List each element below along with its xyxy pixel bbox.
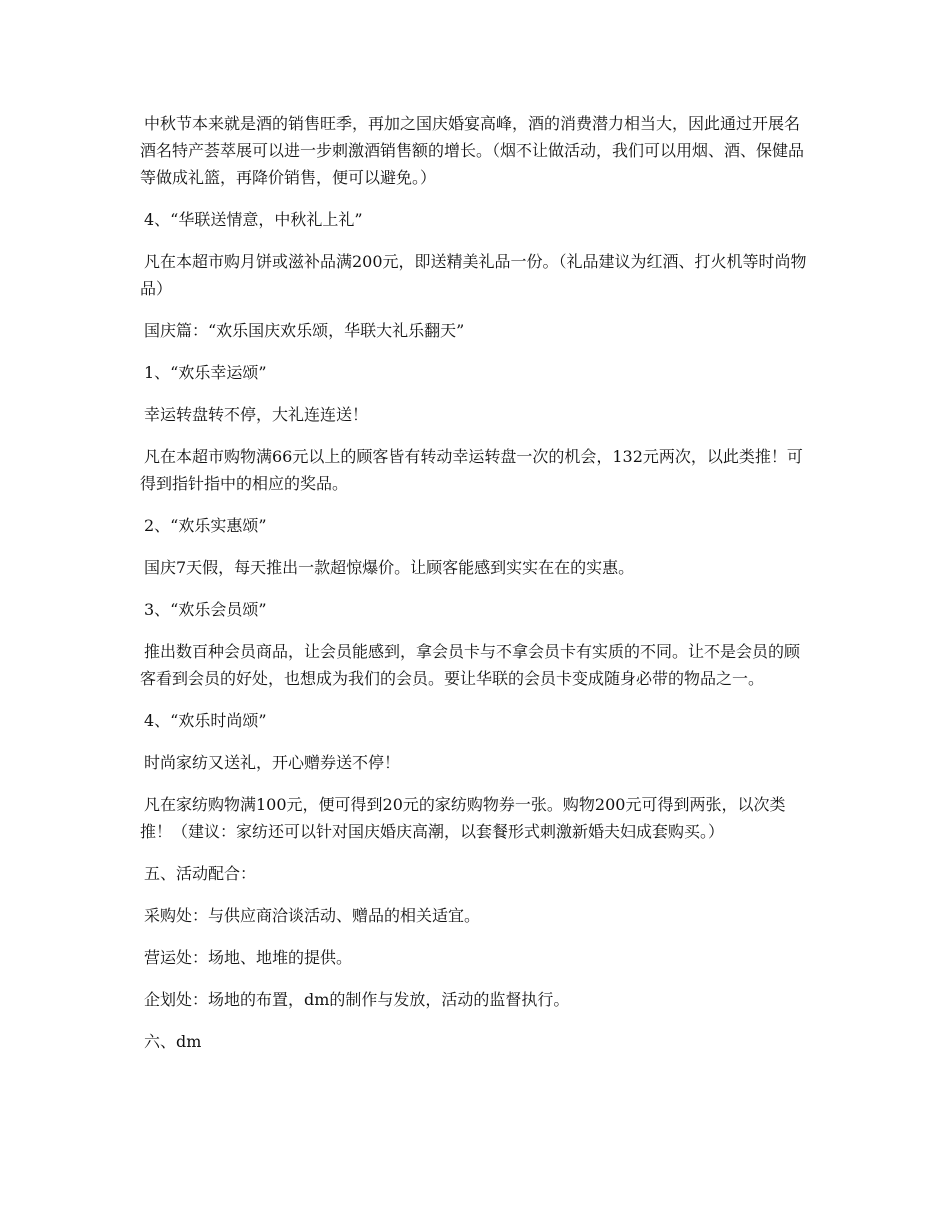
document-page — [140, 110, 812, 1070]
paragraph-daily-deal: 国庆7天假，每天推出一款超惊爆价。让顾客能感到实实在在的实惠。 — [144, 558, 635, 577]
paragraph-textile-voucher: 凡在家纺购物满100元，便可得到20元的家纺购物券一张。购物200元可得到两张，以次类推！（建议：家纺还可以针对国庆婚庆高潮，以套餐形式刺激新婚夫妇成套购买。） — [140, 795, 786, 841]
heading-midautumn-gift: 4、“华联送情意，中秋礼上礼” — [144, 210, 363, 229]
heading-dm: 六、dm — [144, 1032, 202, 1051]
paragraph-textile-slogan: 时尚家纺又送礼，开心赠券送不停！ — [144, 753, 401, 772]
paragraph-operations: 营运处：场地、地堆的提供。 — [144, 948, 353, 967]
paragraph-planning: 企划处：场地的布置，dm的制作与发放，活动的监督执行。 — [144, 990, 570, 1009]
heading-lucky-song: 1、“欢乐幸运颂” — [144, 363, 267, 382]
paragraph-member-goods: 推出数百种会员商品，让会员能感到，拿会员卡与不拿会员卡有实质的不同。让不是会员的顾客看到会员的好处，也想成为我们的会员。要让华联的会员卡变成随身必带的物品之一。 — [140, 642, 801, 688]
heading-value-song: 2、“欢乐实惠颂” — [144, 516, 267, 535]
heading-fashion-song: 4、“欢乐时尚颂” — [144, 711, 267, 730]
paragraph-purchasing: 采购处：与供应商洽谈活动、赠品的相关适宜。 — [144, 906, 481, 925]
paragraph-mooncake-gift: 凡在本超市购月饼或滋补品满200元，即送精美礼品一份。（礼品建议为红酒、打火机等时尚物品） — [140, 252, 807, 298]
heading-member-song: 3、“欢乐会员颂” — [144, 600, 267, 619]
heading-activity-coordination: 五、活动配合： — [144, 864, 257, 883]
paragraph-lucky-wheel-slogan: 幸运转盘转不停，大礼连连送！ — [144, 405, 369, 424]
heading-national-day: 国庆篇：“欢乐国庆欢乐颂，华联大礼乐翻天” — [144, 321, 465, 340]
paragraph-wine-promo: 中秋节本来就是酒的销售旺季，再加之国庆婚宴高峰，酒的消费潜力相当大，因此通过开展名酒名特产荟萃展可以进一步刺激酒销售额的增长。（烟不让做活动，我们可以用烟、酒、保健品等做成礼篮，再降价销售，便可以避免。） — [140, 114, 805, 187]
paragraph-lucky-wheel-rules: 凡在本超市购物满66元以上的顾客皆有转动幸运转盘一次的机会，132元两次，以此类推！可得到指针指中的相应的奖品。 — [140, 447, 803, 493]
